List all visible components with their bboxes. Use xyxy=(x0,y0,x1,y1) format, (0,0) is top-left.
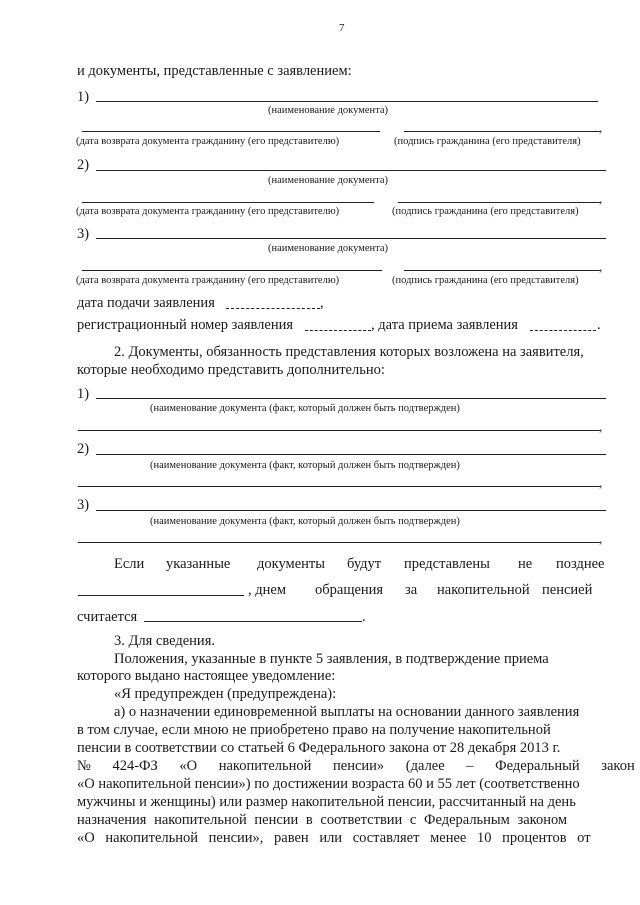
additional-doc-2-number: 2) xyxy=(77,441,90,457)
returned-doc-3-signature-caption: (подпись гражданина (его представителя) xyxy=(392,275,579,286)
returned-doc-3-number: 3) xyxy=(77,226,90,242)
additional-doc-1-fact-line[interactable] xyxy=(78,430,600,431)
section2-heading-line1: 2. Документы, обязанность представления которых возложена на заявителя, xyxy=(114,344,584,360)
section2-heading-line2: которые необходимо представить дополнительно: xyxy=(77,362,385,378)
considered-label: считается xyxy=(77,609,138,625)
submission-date-field[interactable] xyxy=(226,308,320,309)
additional-doc-3-number: 3) xyxy=(77,497,90,513)
additional-doc-1-number: 1) xyxy=(77,386,90,402)
reception-date-field[interactable] xyxy=(530,330,596,331)
body-line-2: которого выдано настоящее уведомление: xyxy=(77,668,336,684)
submission-date-label: дата подачи заявления xyxy=(77,295,215,311)
intro-line: и документы, представленные с заявлением: xyxy=(77,63,352,79)
returned-doc-3-signature-line[interactable] xyxy=(404,270,600,271)
returned-doc-3-name-caption: (наименование документа) xyxy=(268,243,389,254)
appeal-date-field[interactable] xyxy=(144,621,362,622)
appeal-word-5: пенсией xyxy=(542,582,593,598)
if-docs-word-6: не xyxy=(518,556,533,572)
if-docs-word-7: позднее xyxy=(556,556,605,572)
body-line-1: Положения, указанные в пункте 5 заявления, в подтверждение приема xyxy=(114,651,549,667)
section3-title: 3. Для сведения. xyxy=(114,633,215,649)
returned-doc-1-date-caption: (дата возврата документа гражданину (его представителю) xyxy=(76,136,340,147)
if-docs-word-2: указанные xyxy=(166,556,231,572)
appeal-word-3: за xyxy=(405,582,418,598)
body-line-3: «Я предупрежден (предупреждена): xyxy=(114,686,337,702)
additional-doc-1-name-line[interactable] xyxy=(96,398,606,399)
additional-doc-3-fact-line[interactable] xyxy=(78,542,600,543)
reg-number-label: регистрационный номер заявления xyxy=(77,317,294,333)
returned-doc-1-name-caption: (наименование документа) xyxy=(268,105,389,116)
if-docs-word-5: представлены xyxy=(404,556,490,572)
returned-doc-2-name-caption: (наименование документа) xyxy=(268,175,389,186)
body-line-9: мужчины и женщины) или размер накопительной пенсии, рассчитанный на день xyxy=(77,794,576,810)
deadline-date-field[interactable] xyxy=(78,595,244,596)
returned-doc-3-date-caption: (дата возврата документа гражданину (его представителю) xyxy=(76,275,340,286)
reception-date-label: , дата приема заявления xyxy=(371,317,518,333)
returned-doc-3-name-line[interactable] xyxy=(96,238,606,239)
appeal-word-4: накопительной xyxy=(437,582,530,598)
additional-doc-2-caption: (наименование документа (факт, который должен быть подтвержден) xyxy=(150,460,460,471)
body-line-11: «О накопительной пенсии», равен или составляет менее 10 процентов от xyxy=(77,830,591,846)
body-line-5: в том случае, если мною не приобретено право на получение накопительной xyxy=(77,722,551,738)
additional-doc-2-fact-line[interactable] xyxy=(78,486,600,487)
body-line-7: № 424-ФЗ «О накопительной пенсии» (далее – Федеральный закон xyxy=(77,758,635,774)
page-number: 7 xyxy=(339,22,345,34)
returned-doc-2-date-caption: (дата возврата документа гражданину (его представителю) xyxy=(76,206,340,217)
returned-doc-3-date-line[interactable] xyxy=(82,270,382,271)
if-docs-word-1: Если xyxy=(114,556,145,572)
returned-doc-1-name-line[interactable] xyxy=(96,101,598,102)
returned-doc-1-number: 1) xyxy=(77,89,90,105)
returned-doc-2-signature-caption: (подпись гражданина (его представителя) xyxy=(392,206,579,217)
reg-number-field[interactable] xyxy=(305,330,371,331)
additional-doc-3-caption: (наименование документа (факт, который должен быть подтвержден) xyxy=(150,516,460,527)
returned-doc-2-number: 2) xyxy=(77,157,90,173)
body-line-4: а) о назначении единовременной выплаты на основании данного заявления xyxy=(114,704,580,720)
body-line-6: пенсии в соответствии со статьей 6 Федерального закона от 28 декабря 2013 г. xyxy=(77,740,561,756)
returned-doc-1-signature-caption: (подпись гражданина (его представителя) xyxy=(394,136,581,147)
document-page: 7 и документы, представленные с заявлением: 1) (наименование документа) , (дата возврата документа гражданину (его представителю) (подпись гражданина (его представителя) 2) (наименование документа) , (дата возврата документа гражданину (его представителю) (подпись гражданина (его представителя) 3) (наименование документа) , (дата возврата документа гражданину (его представителю) (подпись гражданина (его представителя) дата подачи заявления , регистрационный номер заявления , дата приема заявления . 2. Документы, обязанность представления которых возложена на заявителя, которые необходимо представить дополнительно: 1) (наименование документа (факт, который должен быть подтвержден) , 2) (наименование документа (факт, который должен быть подтвержден) , 3) (наименование документа (факт, который должен быть подтвержден) , Если указанные документы будут представлены не позднее , днем обращения за накопительной пенсией считается . 3. Для сведения. Положения, указанные в пункте 5 заявления, в подтверждение приема которого выдано настоящее уведомление: «Я предупрежден (предупреждена): а) о назначении единовременной выплаты на основании данного заявления в том случае, если мною не приобретено право на получение накопительной пенсии в соответствии со статьей 6 Федерального закона от 28 декабря 2013 г. № 424-ФЗ «О накопительной пенсии» (далее – Федеральный закон «О накопительной пенсии») по достижении возраста 60 и 55 лет (соответственно мужчины и женщины) или размер накопительной пенсии, рассчитанный на день назначения накопительной пенсии в соответствии с Федеральным законом «О накопительной пенсии», равен или составляет менее 10 процентов от xyxy=(76,22,635,846)
body-line-10: назначения накопительной пенсии в соответствии с Федеральным законом xyxy=(77,812,568,828)
appeal-word-2: обращения xyxy=(315,582,384,598)
returned-doc-1-date-line[interactable] xyxy=(82,131,380,132)
appeal-word-1: , днем xyxy=(248,582,286,598)
additional-doc-1-caption: (наименование документа (факт, который должен быть подтвержден) xyxy=(150,403,460,414)
if-docs-word-4: будут xyxy=(347,556,382,572)
additional-doc-2-name-line[interactable] xyxy=(96,454,606,455)
returned-doc-2-signature-line[interactable] xyxy=(398,202,600,203)
returned-doc-2-name-line[interactable] xyxy=(96,170,606,171)
returned-doc-2-date-line[interactable] xyxy=(82,202,374,203)
body-line-8: «О накопительной пенсии») по достижении возраста 60 и 55 лет (соответственно xyxy=(77,776,580,792)
if-docs-word-3: документы xyxy=(257,556,325,572)
additional-doc-3-name-line[interactable] xyxy=(96,510,606,511)
returned-doc-1-signature-line[interactable] xyxy=(404,131,600,132)
